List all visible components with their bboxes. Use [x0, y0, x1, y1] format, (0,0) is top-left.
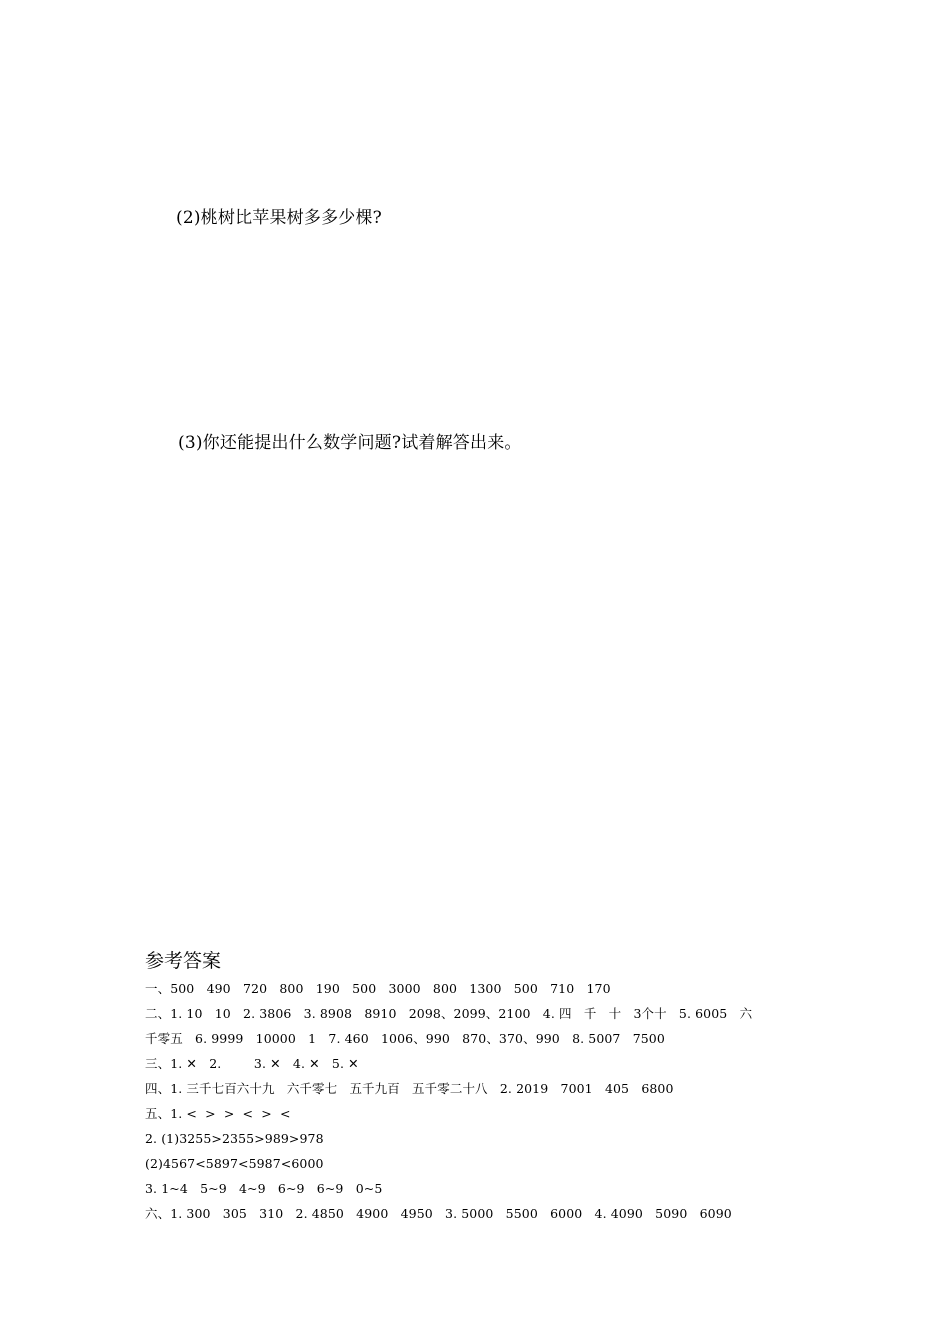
answer-line-4: 三、1. ✕ 2. 3. ✕ 4. ✕ 5. ✕	[145, 1056, 359, 1071]
answer-line-6: 五、1. < > > < > <	[145, 1106, 291, 1121]
question-3-text: (3)你还能提出什么数学问题?试着解答出来。	[178, 433, 522, 453]
answer-line-9: 3. 1~4 5~9 4~9 6~9 6~9 0~5	[145, 1181, 383, 1196]
answer-key-section	[145, 948, 805, 1226]
answer-key-title: 参考答案	[145, 950, 222, 972]
answer-line-1: 一、500 490 720 800 190 500 3000 800 1300 500 710 170	[145, 981, 611, 996]
answer-line-5: 四、1. 三千七百六十九 六千零七 五千九百 五千零二十八 2. 2019 7001 405 6800	[145, 1081, 674, 1096]
answer-line-8: (2)4567<5897<5987<6000	[145, 1156, 324, 1171]
answer-line-10: 六、1. 300 305 310 2. 4850 4900 4950 3. 5000 5500 6000 4. 4090 5090 6090	[145, 1206, 732, 1221]
question-2-text: (2)桃树比苹果树多多少棵?	[176, 208, 382, 228]
answer-line-7: 2. (1)3255>2355>989>978	[145, 1131, 324, 1146]
answer-line-2: 二、1. 10 10 2. 3806 3. 8908 8910 2098、2099、2100 4. 四 千 十 3个十 5. 6005 六	[145, 1006, 753, 1021]
answer-line-3: 千零五 6. 9999 10000 1 7. 460 1006、990 870、370、990 8. 5007 7500	[145, 1031, 665, 1046]
